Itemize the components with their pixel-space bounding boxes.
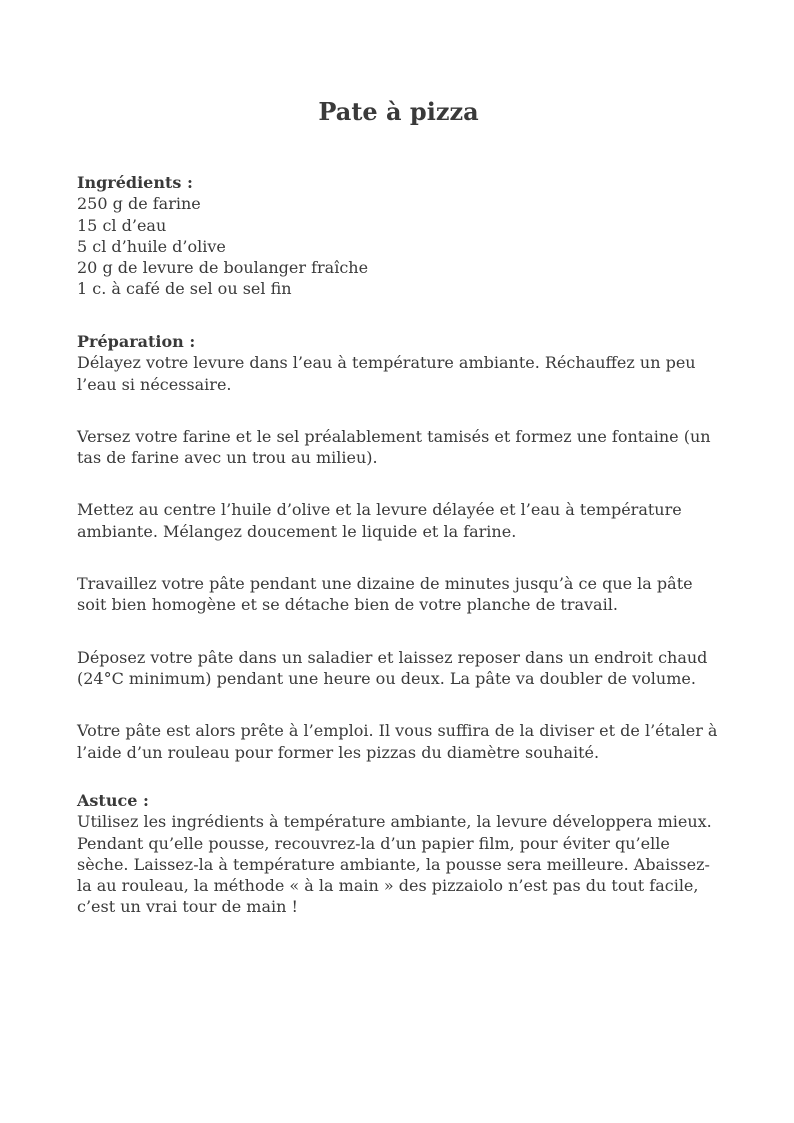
step-line: soit bien homogène et se détache bien de votre planche de travail. (77, 595, 618, 615)
ingredient-item: 20 g de levure de boulanger fraîche (77, 258, 369, 278)
step-line: Déposez votre pâte dans un saladier et laissez reposer dans un endroit chaud (77, 647, 708, 667)
step-line: Délayez votre levure dans l’eau à température ambiante. Réchauffez un peu (77, 353, 696, 373)
ingredient-item: 250 g de farine (77, 194, 201, 214)
step-line: ambiante. Mélangez doucement le liquide et la farine. (77, 521, 517, 541)
preparation-heading: Préparation : (77, 332, 196, 351)
ingredient-item: 1 c. à café de sel ou sel fin (77, 279, 292, 299)
step-line: Versez votre farine et le sel préalablement tamisés et formez une fontaine (un (77, 426, 711, 446)
ingredients-heading: Ingrédients : (77, 173, 193, 192)
tip-text (77, 811, 722, 917)
ingredient-item: 15 cl d’eau (77, 215, 167, 235)
step-line: Travaillez votre pâte pendant une dizaine de minutes jusqu’à ce que la pâte (77, 574, 693, 594)
step-line: Votre pâte est alors prête à l’emploi. Il vous suffira de la diviser et de l’étaler à (77, 721, 718, 741)
preparation-step (77, 352, 722, 395)
tip-line: Pendant qu’elle pousse, recouvrez-la d’un papier film, pour éviter qu’elle (77, 833, 670, 853)
preparation-step (77, 426, 722, 469)
preparation-step (77, 647, 722, 690)
step-line: Mettez au centre l’huile d’olive et la levure délayée et l’eau à température (77, 500, 682, 520)
tip-heading: Astuce : (77, 791, 149, 810)
step-line: l’eau si nécessaire. (77, 374, 232, 394)
preparation-step (77, 573, 722, 616)
tip-section (77, 790, 722, 918)
preparation-step (77, 720, 722, 763)
step-line: tas de farine avec un trou au milieu). (77, 448, 378, 468)
ingredients-section (77, 172, 722, 300)
page-title: Pate à pizza (318, 97, 479, 126)
tip-line: la au rouleau, la méthode « à la main » des pizzaiolo n’est pas du tout facile, (77, 876, 699, 896)
preparation-section (77, 331, 722, 763)
tip-line: sèche. Laissez-la à température ambiante, la pousse sera meilleure. Abaissez- (77, 854, 710, 874)
preparation-step (77, 499, 722, 542)
step-line: l’aide d’un rouleau pour former les pizzas du diamètre souhaité. (77, 742, 600, 762)
step-line: (24°C minimum) pendant une heure ou deux. La pâte va doubler de volume. (77, 668, 696, 688)
tip-line: Utilisez les ingrédients à température ambiante, la levure développera mieux. (77, 812, 712, 832)
ingredient-item: 5 cl d’huile d’olive (77, 236, 226, 256)
tip-line: c’est un vrai tour de main ! (77, 897, 298, 917)
